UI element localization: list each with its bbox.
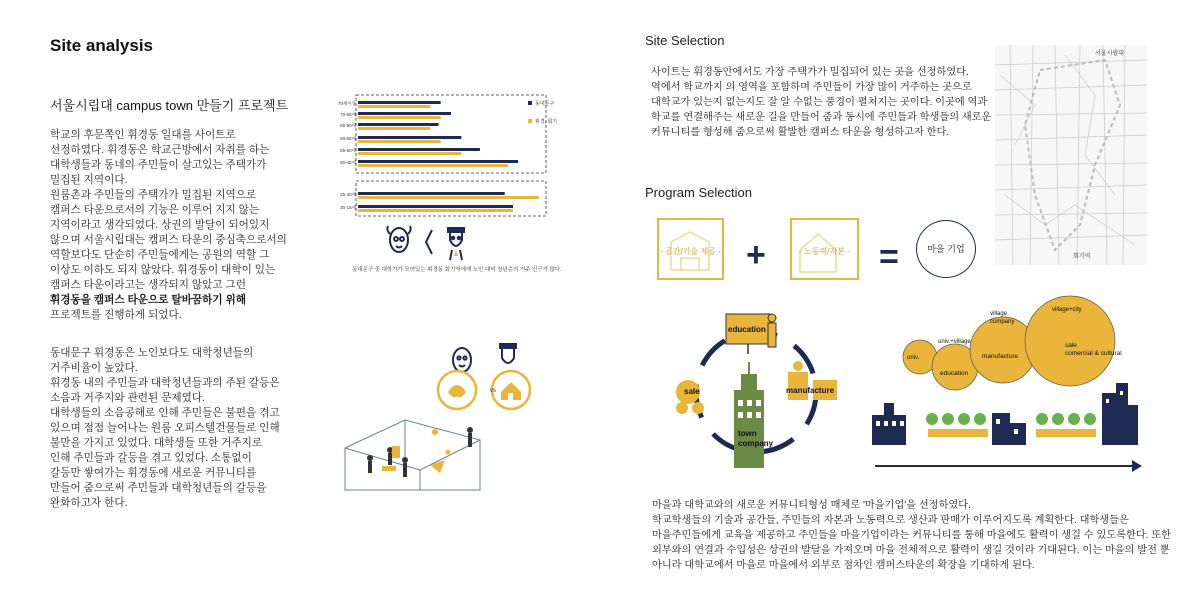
description-line: 아니라 대학교에서 마을로 마을에서 외부로 점차인 캠퍼스타운의 확장을 기대하게 된다.: [652, 560, 1035, 571]
paragraph-line: 대학생들의 소음공해로 인해 주민들은 불편을 겪고: [50, 407, 280, 419]
site-map: [995, 45, 1147, 265]
bar-s1: [358, 123, 439, 126]
bar-s2: [358, 152, 461, 155]
bar-s1: [358, 205, 513, 208]
paragraph-line: 선정하였다. 휘경동은 학교근방에서 자취를 하는: [50, 144, 270, 156]
bar-s1: [358, 101, 441, 104]
legend-label-s1: 동대문구: [535, 101, 555, 107]
paragraph-line: 동대문구 휘경동은 노인보다도 대학청년들의: [50, 347, 254, 359]
paragraph-line: 대학생들과 동네의 주민들이 살고있는 주택가가: [50, 159, 267, 171]
description-line: 마을과 대학교와의 새로운 커뮤니티형성 매체로 '마을기업'을 선정하였다.: [652, 500, 971, 511]
student-cap-icon: [500, 344, 516, 348]
bar-s1: [358, 112, 451, 115]
chart-caption: 동대문구 중 대학가가 모여있는 휘경동 회기역에에 노인 대비 청년층의 거주 인구가 많다.: [352, 267, 562, 273]
venn-label-education: education: [940, 370, 969, 377]
cycle-label-sale: sale: [684, 387, 700, 396]
venn-label-sale: sale comercial & cultural: [1065, 342, 1122, 357]
paragraph-line: 완화하고자 한다.: [50, 497, 128, 509]
paragraph-line: 만들어 줌으로써 주민들과 대학청년들의 갈등을: [50, 482, 267, 494]
bar-s1: [358, 148, 480, 151]
cycle-label-town-company: town company: [738, 429, 774, 448]
category-label: 70-65세: [340, 112, 356, 117]
site-text-line: 사이트는 휘경동안에서도 가장 주택가가 밀집되어 있는 곳을 선정하였다.: [651, 67, 969, 78]
project-title: 서울시립대 campus town 만들기 프로젝트: [50, 98, 289, 113]
legend-swatch-s2: [528, 119, 532, 123]
paragraph-line: 소음과 거주지와 관련된 문제였다.: [50, 392, 206, 404]
paragraph-line: 캠퍼스 타운이라고는 생각되지 않았고 그런: [50, 279, 246, 291]
paragraph-line: 휘경동을 캠퍼스 타운으로 탈바꿈하기 위해: [50, 294, 246, 306]
campus-expansion-diagram: [870, 295, 1145, 480]
description-line: 학교학생들의 기술과 공간들, 주민들의 자본과 노동력으로 생산과 판매가 이루어지도록 계획한다. 대학생들은: [652, 515, 1129, 526]
site-text-line: 커뮤니티를 형성해 줌으로써 활발한 캠퍼스 타운을 형성하고자 한다.: [651, 127, 950, 138]
program-selection-heading: Program Selection: [645, 185, 752, 200]
bar-s2: [358, 164, 508, 167]
site-text-line: 역에서 학교까지 의 영역을 포함하며 주민들이 가장 많이 거주하는 곳으로: [651, 82, 972, 93]
expansion-arrow: [875, 460, 1142, 472]
bar-s2: [358, 196, 539, 199]
elder-head-icon: [453, 348, 471, 372]
venn-label-univ-village: univ.+village: [938, 339, 971, 345]
paragraph-line: 프로젝트를 진행하게 되었다.: [50, 309, 182, 321]
venn-label-village-company: village company: [990, 311, 1015, 325]
building-skyline-icons: [872, 383, 1138, 445]
bar-s1: [358, 136, 461, 139]
paragraph-line: 학교의 후문쪽인 휘경동 일대를 사이트로: [50, 129, 236, 141]
bar-s2: [358, 116, 441, 119]
cycle-label-education: education: [728, 325, 766, 334]
bar-s2: [358, 140, 441, 143]
plus-sign: +: [746, 236, 766, 274]
space-tech-box: [657, 218, 724, 280]
category-label: 20-15세: [340, 205, 356, 210]
map-label-university: 서울시립대: [1095, 51, 1124, 57]
paragraph-line: 휘경동 내의 주민들과 대학청년들과의 주된 갈등은: [50, 377, 280, 389]
site-text-line: 대학교가 있는지 없는지도 잘 알 수없는 풍경이 펼쳐지는 곳이다. 이곳에 역과: [651, 97, 988, 108]
venn-label-univ: univ.: [907, 355, 920, 361]
program-description-text: [652, 498, 1171, 573]
paragraph-line: 이상도 이하도 되지 않았다. 휘경동이 대학이 있는: [50, 264, 276, 276]
paragraph-line: 거주비율이 높았다.: [50, 362, 138, 374]
paragraph-line: 있으며 점점 늘어나는 원룸 오피스텔건물들로 인해: [50, 422, 280, 434]
bar-s2: [358, 127, 430, 130]
map-label-station: 회기역: [1073, 254, 1091, 260]
bar-s1: [358, 192, 505, 195]
paragraph-line: 역할보다도 단순히 주민들에게는 공원의 역할 그: [50, 249, 270, 261]
conflict-paragraph: [50, 346, 280, 511]
category-label: 60-55세: [340, 136, 356, 141]
legend-swatch-s1: [528, 101, 532, 105]
site-selection-text: [651, 65, 991, 140]
paragraph-line: 않으며 서울시립대는 캠퍼스 타운의 중심축으로서의: [50, 234, 287, 246]
venn-label-manufacture: manufacture: [982, 353, 1019, 360]
elder-less-than-student-icon: [382, 222, 472, 262]
category-label: 25-30세: [340, 192, 356, 197]
intro-paragraph: [50, 128, 287, 323]
description-line: 외부와의 연결과 수입성은 상권의 발달을 가져오며 마을 전체적으로 활력이 생길 것이라 기대된다. 이는 마을의 발전 뿐: [652, 545, 1170, 556]
paragraph-line: 밀집된 지역이다.: [50, 174, 128, 186]
vs-label: vs: [490, 388, 496, 394]
legend-label-s2: 휘경, 회기: [535, 119, 558, 125]
village-enterprise-circle: 마을 기업: [916, 220, 976, 278]
bar-s2: [358, 209, 513, 212]
category-label: 50-45세: [340, 160, 356, 165]
equals-sign: =: [879, 238, 899, 276]
venn-label-village-city: village+city: [1052, 307, 1082, 313]
category-label: 65-60세: [340, 123, 356, 128]
graduation-cap-icon: [448, 228, 464, 232]
cycle-label-manufacture: manufacture: [786, 386, 835, 395]
labor-capital-box: [790, 218, 859, 280]
bar-s1: [358, 160, 518, 163]
labor-capital-label: - 노동력/자본 -: [799, 247, 850, 256]
space-tech-label: - 공간/기술 제공 -: [660, 247, 721, 256]
paragraph-line: 지역이라고 생각되었다. 상권의 발달이 되어있지: [50, 219, 270, 231]
site-selection-heading: Site Selection: [645, 33, 725, 48]
site-text-line: 학교를 연결해주는 새로운 길을 만들어 줌과 동시에 주민들과 학생들의 새로운: [651, 112, 992, 123]
village-enterprise-cycle: [668, 300, 843, 475]
paragraph-line: 갈등만 쌓여가는 휘경동에 새로운 커뮤니티를: [50, 467, 257, 479]
community-conflict-illustration: [330, 340, 570, 495]
bar-s2: [358, 105, 430, 108]
category-label: 70세이상: [337, 101, 356, 106]
paragraph-line: 불만을 가지고 있었다. 대학생들 또한 거주지로: [50, 437, 263, 449]
description-line: 마을주민들에게 교육을 제공하고 주민들을 마을기업이라는 커뮤니티를 통해 마을에도 활력이 생길 수 있도록한다. 또한: [652, 530, 1172, 541]
category-label: 55-50세: [340, 148, 356, 153]
paragraph-line: 캠퍼스 타운으로서의 기능은 이루어 지지 않는: [50, 204, 260, 216]
page-title: Site analysis: [50, 36, 154, 55]
paragraph-line: 인해 주민들과 갈등을 겪고 있었다. 소통없이: [50, 452, 252, 464]
paragraph-line: 원룸촌과 주민들의 주택가가 밀집된 지역으로: [50, 189, 257, 201]
